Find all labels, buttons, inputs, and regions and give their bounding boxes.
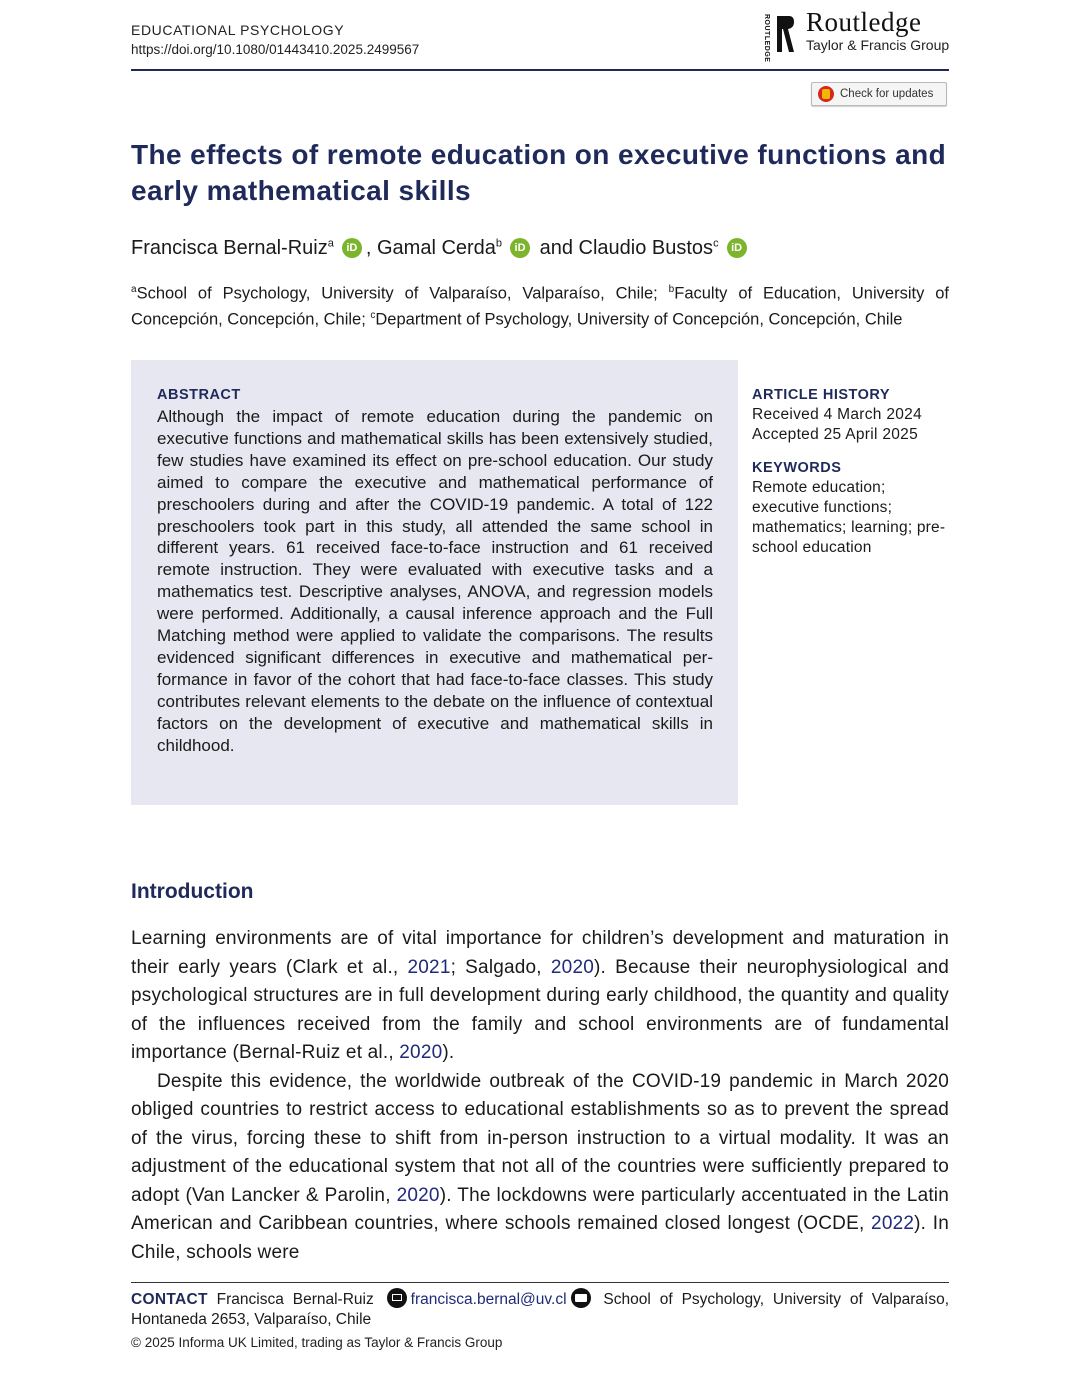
paragraph-text: ).	[442, 1042, 455, 1063]
address-icon	[571, 1288, 591, 1308]
paragraph-text: ). The lockdowns were particularly accentuated in the Latin American and Caribbean countries, where schools remained closed longest (OCDE,	[131, 1184, 950, 1234]
contact-label: CONTACT	[131, 1291, 208, 1309]
introduction-body	[131, 925, 949, 1267]
crossmark-icon	[818, 86, 834, 102]
paragraph-text: Despite this evidence, the worldwide outbreak of the COVID-19 pandemic in March 2020 obliged countries to restrict access to educational establishments so as to prevent the spread of the virus, forcing these to shift from in-person instruction to a virtual modality. It was an adjustment of the educational system that not all of the countries were sufficiently prepared to adopt (Van Lancker & Parolin,	[131, 1070, 949, 1206]
copyright-notice: © 2025 Informa UK Limited, trading as Taylor & Francis Group	[131, 1335, 503, 1350]
paragraph-text: ; Salgado,	[450, 956, 551, 978]
affiliation-text: School of Psychology, University of Valparaíso, Valparaíso, Chile;	[136, 284, 669, 303]
affiliation-marker: b	[495, 237, 503, 250]
citation-link[interactable]: 2022	[871, 1213, 915, 1234]
affiliation-marker: c	[713, 237, 719, 250]
article-title: The effects of remote education on executive functions and early mathematical skills	[131, 139, 947, 206]
contact-address: School of Psychology, University of Valparaíso, Hontaneda 2653, Valparaíso, Chile	[131, 1291, 949, 1329]
author-name[interactable]: Francisca Bernal-Ruiz	[131, 237, 328, 259]
paragraph-text: ). In Chile, schools were	[131, 1213, 949, 1263]
doi-link[interactable]: https://doi.org/10.1080/01443410.2025.2499567	[131, 42, 420, 57]
citation-link[interactable]: 2020	[399, 1042, 443, 1063]
keywords-list: Remote education; executive functions; mathematics; learning; pre-school education	[752, 479, 946, 556]
citation-link[interactable]: 2020	[550, 956, 594, 978]
affiliations	[131, 279, 949, 330]
paragraph	[131, 1068, 949, 1268]
author-name[interactable]: Gamal Cerda	[376, 237, 496, 259]
affiliation-text: Faculty of Education, University of Concepción, Concepción, Chile;	[131, 284, 949, 328]
section-heading-introduction: Introduction	[131, 880, 254, 903]
accepted-date: Accepted 25 April 2025	[752, 426, 919, 443]
affiliation-marker: b	[668, 284, 675, 295]
publisher-group: Taylor & Francis Group	[806, 37, 950, 53]
contact-info	[131, 1290, 949, 1330]
email-icon	[387, 1288, 407, 1308]
abstract-heading: ABSTRACT	[157, 387, 241, 403]
paragraph	[131, 925, 949, 1068]
check-for-updates-button[interactable]	[811, 82, 947, 106]
paragraph-text: Learning environments are of vital importance for children’s development and maturation in their early years (Clark et al.,	[131, 928, 949, 978]
author-name[interactable]: Claudio Bustos	[578, 237, 714, 259]
paragraph-text: ). Because their neurophysiological and psychological structures are in full development during early childhood, the quantity and quality of the influences received from the family and school environments are of fundamental importance (Bernal-Ruiz et al.,	[131, 956, 950, 1063]
journal-name: EDUCATIONAL PSYCHOLOGY	[131, 22, 345, 38]
keywords-heading: KEYWORDS	[752, 460, 842, 476]
article-history-heading: ARTICLE HISTORY	[752, 387, 891, 403]
contact-email-link[interactable]: francisca.bernal@uv.cl	[410, 1291, 567, 1309]
orcid-icon[interactable]: iD	[727, 238, 747, 258]
author-list	[131, 237, 751, 260]
publisher-logo	[760, 7, 950, 63]
orcid-icon[interactable]: iD	[510, 238, 530, 258]
received-date: Received 4 March 2024	[752, 406, 923, 423]
affiliation-marker: a	[131, 284, 137, 295]
author-separator: ,	[365, 237, 377, 259]
author-separator: and	[534, 237, 579, 259]
citation-link[interactable]: 2020	[396, 1184, 440, 1206]
routledge-mark-icon	[774, 14, 796, 54]
header-divider	[131, 69, 949, 71]
footer-divider	[131, 1282, 949, 1283]
affiliation-marker: c	[370, 309, 376, 321]
citation-link[interactable]: 2021	[407, 956, 451, 978]
publisher-brand: Routledge	[806, 7, 922, 37]
affiliation-marker: a	[327, 237, 334, 250]
orcid-icon[interactable]: iD	[342, 238, 362, 258]
contact-name: Francisca Bernal-Ruiz	[207, 1291, 383, 1309]
affiliation-text: Department of Psychology, University of Concepción, Concepción, Chile	[375, 310, 903, 328]
check-for-updates-label: Check for updates	[840, 88, 934, 100]
publisher-vertical-label: ROUTLEDGE	[763, 14, 770, 63]
abstract-text: Although the impact of remote education during the pandemic on executive functions and mathematical skills has been extensively studied, few studies have examined its effect on pre-school education. Our study aimed to compare the executive and mathematical performance of preschoolers during and after the COVID-19 pandemic. A total of 122 preschoolers took part in this study, all attended the same school in different years. 61 received face-to-face instruction and 61 received remote instruction. They were evaluated with executive tasks and a mathematics test. Descriptive analyses, ANOVA, and regression models were performed. Additionally, a causal inference approach and the Full Matching method were applied to validate the comparisons. The results evidenced significant differences in executive and mathematical performance in favor of the cohort that had face-to-face classes. This study contributes relevant elements to the debate on the influence of contextual factors on the development of executive and mathematical skills in childhood.	[157, 407, 713, 755]
